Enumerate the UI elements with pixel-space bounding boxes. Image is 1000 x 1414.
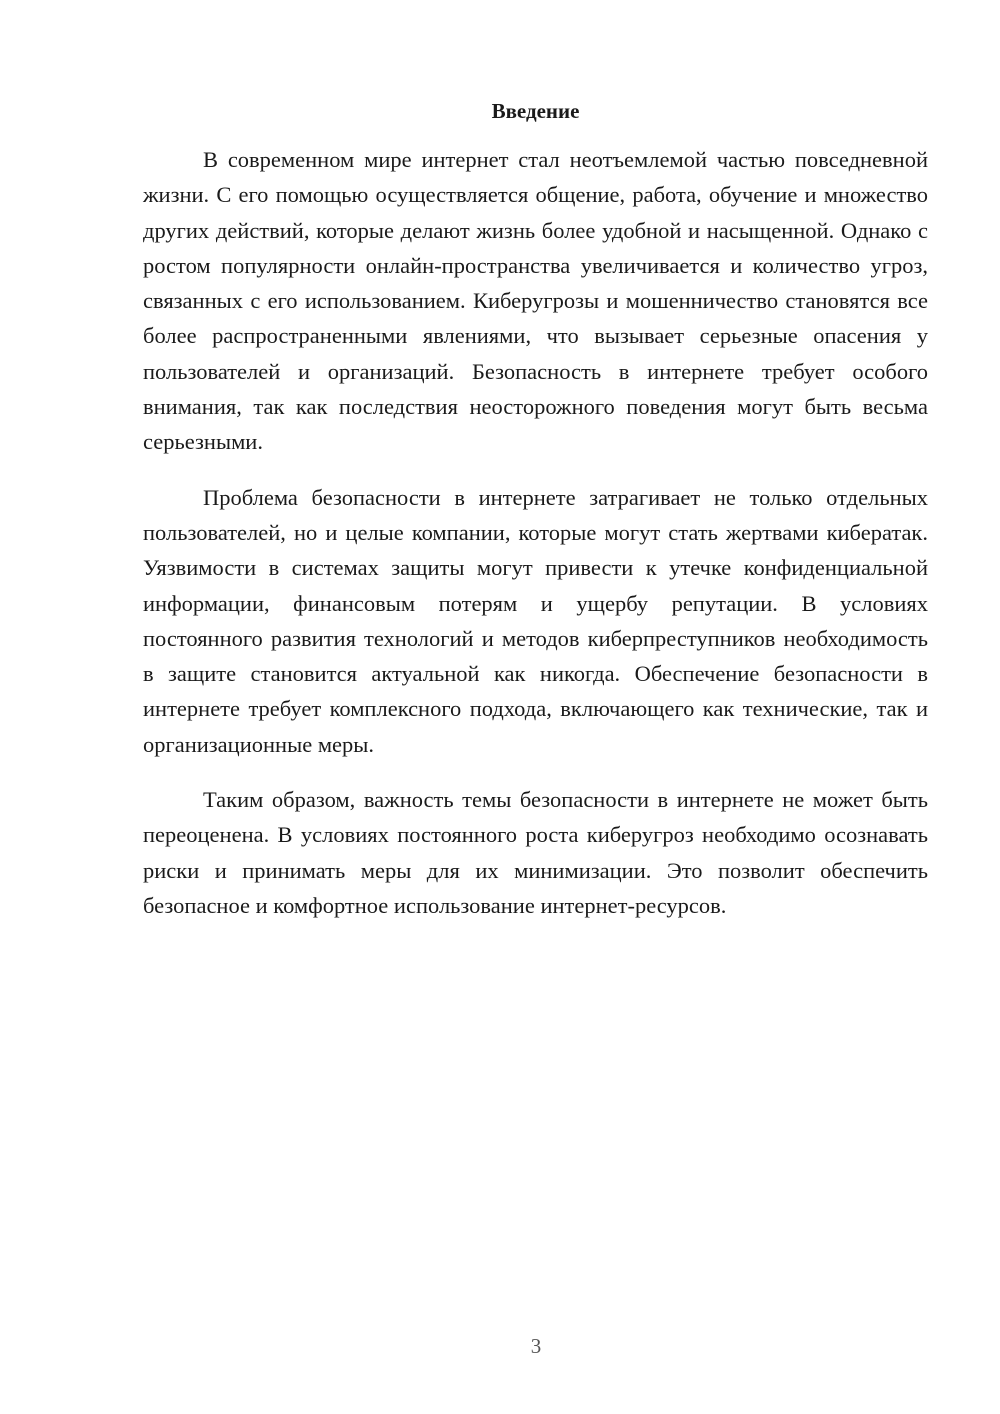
paragraph-1: В современном мире интернет стал неотъемлемой частью повседневной жизни. С его помощью осуществляется общение, работа, обучение и множество других действий, которые делают жизнь более удобной и насыщенной. Однако с ростом популярности онлайн-пространства увеличивается и количество угроз, связанных с его использованием. Киберугрозы и мошенничество становятся все более распространенными явлениями, что вызывает серьезные опасения у пользователей и организаций. Безопасность в интернете требует особого внимания, так как последствия неосторожного поведения могут быть весьма серьезными. — [143, 147, 928, 455]
page-number: 3 — [530, 1334, 542, 1358]
paragraph-3: Таким образом, важность темы безопасности в интернете не может быть переоценена. В условиях постоянного роста киберугроз необходимо осознавать риски и принимать меры для их минимизации. Это позволит обеспечить безопасное и комфортное использование интернет-ресурсов. — [143, 787, 928, 918]
page-title: Введение — [491, 99, 580, 123]
body-text — [143, 142, 928, 943]
paragraph-2: Проблема безопасности в интернете затрагивает не только отдельных пользователей, но и целые компании, которые могут стать жертвами кибератак. Уязвимости в системах защиты могут привести к утечке конфиденциальной информации, финансовым потерям и ущербу репутации. В условиях постоянного развития технологий и методов киберпреступников необходимость в защите становится актуальной как никогда. Обеспечение безопасности в интернете требует комплексного подхода, включающего как технические, так и организационные меры. — [143, 484, 928, 757]
